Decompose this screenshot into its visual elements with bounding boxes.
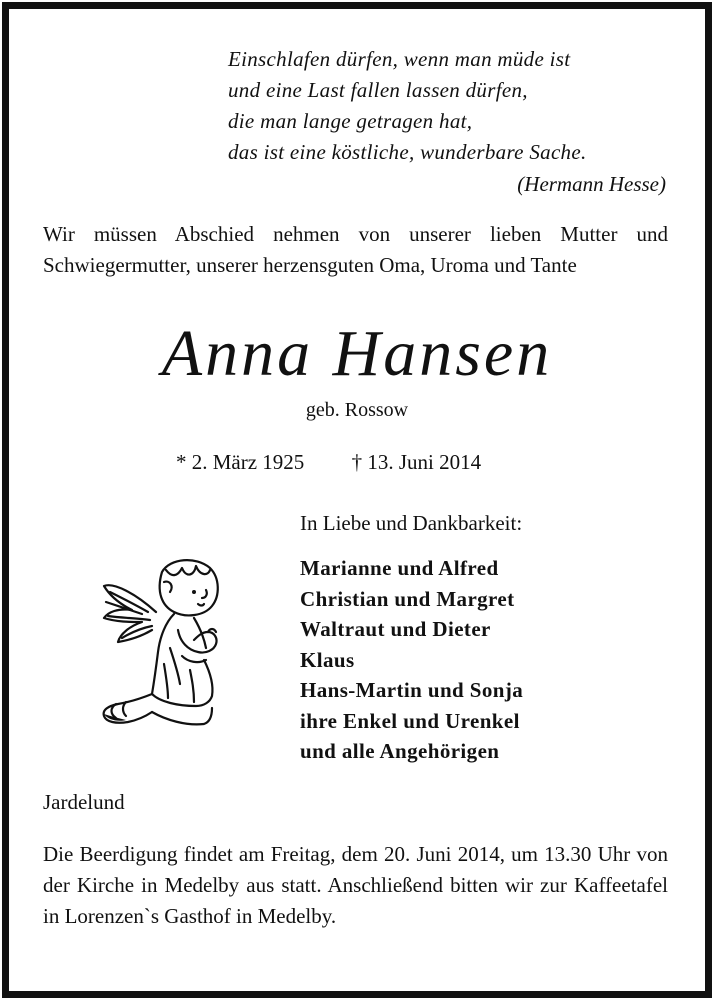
mourner-name: Christian und Margret [300,586,515,611]
mourner-name: und alle Angehörigen [300,739,500,763]
funeral-notice: Die Beerdigung findet am Freitag, dem 20. Juni 2014, um 13.30 Uhr von der Kirche in Medelby aus statt. Anschließend bitten wir zur Kaffeetafel in Lorenzen`s Gasthof in Medelby. [43,842,668,928]
poem-line: und eine Last fallen lassen dürfen, [228,78,528,102]
poem-author: (Hermann Hesse) [517,172,666,196]
poem-line: das ist eine köstliche, wunderbare Sache. [228,140,587,164]
poem-line: die man lange getragen hat, [228,109,473,133]
praying-angel-icon [96,552,226,742]
poem-quote [228,44,587,168]
mourner-name: Klaus [300,647,355,672]
death-date: † 13. Juni 2014 [351,450,482,474]
maiden-name: geb. Rossow [305,399,409,421]
mourners-heading: In Liebe und Dankbarkeit: [300,511,523,535]
place-name: Jardelund [43,790,125,814]
mourner-name: Waltraut und Dieter [300,617,491,641]
birth-date: * 2. März 1925 [176,450,305,474]
deceased-name: Anna Hansen [161,317,553,390]
mourners-list [300,553,523,767]
mourner-name: ihre Enkel und Urenkel [300,708,520,733]
poem-line: Einschlafen dürfen, wenn man müde ist [228,47,571,71]
mourner-name: Marianne und Alfred [300,556,499,580]
intro-text: Wir müssen Abschied nehmen von unserer lieben Mutter und Schwiegermutter, unserer herzensguten Oma, Uroma und Tante [43,222,668,277]
mourner-name: Hans-Martin und Sonja [300,678,524,702]
life-dates [176,450,481,475]
